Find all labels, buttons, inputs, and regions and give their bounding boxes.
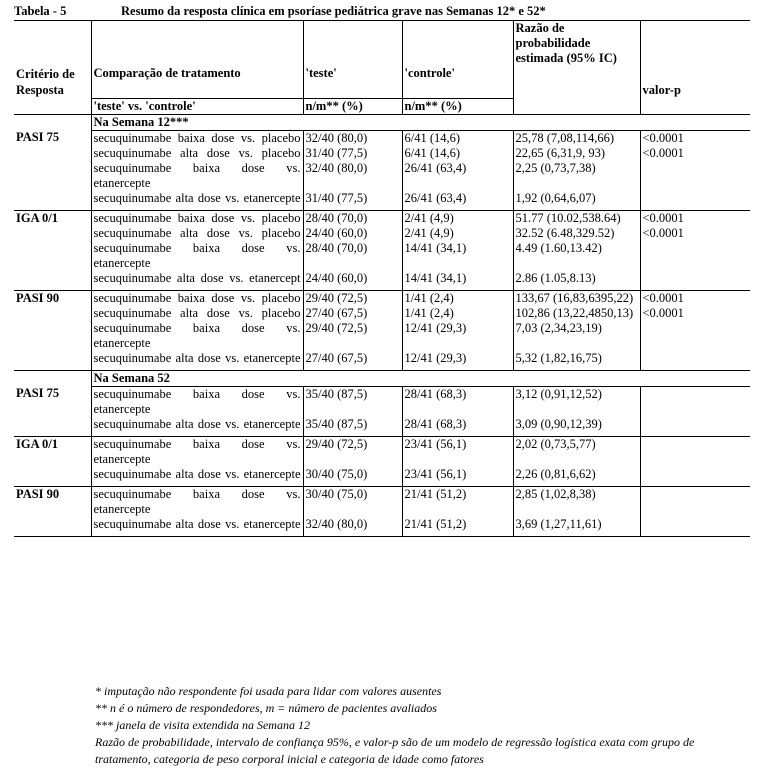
comparison-cell: secuquinumabe alta dose vs. placebo <box>91 306 303 321</box>
controle-cell: 26/41 (63,4) <box>402 161 513 191</box>
criterion-cell <box>14 191 91 211</box>
table-label: Tabela - 5 <box>14 4 67 18</box>
odds-ratio-cell: 25,78 (7,08,114,66) <box>513 130 640 146</box>
controle-cell: 14/41 (34,1) <box>402 271 513 291</box>
controle-cell: 14/41 (34,1) <box>402 241 513 271</box>
table-row <box>14 271 750 291</box>
table-row <box>14 351 750 371</box>
header-row-3 <box>14 98 750 114</box>
controle-cell: 6/41 (14,6) <box>402 146 513 161</box>
p-value-cell <box>640 191 750 211</box>
table-row <box>14 517 750 537</box>
table-row <box>14 210 750 226</box>
p-value-cell <box>640 417 750 437</box>
header-row-1 <box>14 21 750 66</box>
header-row-2 <box>14 66 750 98</box>
header-controle: 'controle' <box>402 66 513 98</box>
teste-cell: 32/40 (80,0) <box>303 517 402 537</box>
comparison-cell: secuquinumabe baixa dose vs. placebo <box>91 290 303 306</box>
table-row <box>14 191 750 211</box>
controle-cell: 1/41 (2,4) <box>402 306 513 321</box>
controle-cell: 1/41 (2,4) <box>402 290 513 306</box>
teste-cell: 35/40 (87,5) <box>303 386 402 417</box>
teste-cell: 32/40 (80,0) <box>303 130 402 146</box>
header-criterio: Critério de Resposta <box>16 67 75 97</box>
criterion-cell: PASI 90 <box>16 486 60 501</box>
teste-cell: 30/40 (75,0) <box>303 486 402 517</box>
controle-cell: 2/41 (4,9) <box>402 210 513 226</box>
comparison-cell: secuquinumabe baixa dose vs. etanercepte <box>91 436 303 467</box>
odds-ratio-cell: 5,32 (1,82,16,75) <box>513 351 640 371</box>
controle-cell: 21/41 (51,2) <box>402 517 513 537</box>
section-filler <box>513 370 640 386</box>
header-comparacao: Comparação de tratamento <box>91 66 303 98</box>
comparison-cell: secuquinumabe alta dose vs. etanercepte <box>91 517 303 537</box>
odds-ratio-cell: 32.52 (6.48,329.52) <box>513 226 640 241</box>
odds-ratio-cell: 51.77 (10.02,538.64) <box>513 210 640 226</box>
results-table <box>14 21 750 537</box>
footnote-line: ** n é o número de respondedores, m = número de pacientes avaliados <box>95 701 437 715</box>
comparison-cell: secuquinumabe baixa dose vs. etanercepte <box>91 241 303 271</box>
comparison-cell: secuquinumabe alta dose vs. etanercepte <box>91 417 303 437</box>
teste-cell: 24/40 (60,0) <box>303 226 402 241</box>
table-row <box>14 486 750 517</box>
comparison-cell: secuquinumabe baixa dose vs. etanercepte <box>91 486 303 517</box>
controle-cell: 23/41 (56,1) <box>402 467 513 487</box>
controle-cell: 6/41 (14,6) <box>402 130 513 146</box>
section-filler <box>513 114 640 130</box>
header-razao: Razão de probabilidade estimada (95% IC) <box>513 21 640 66</box>
table-row <box>14 290 750 306</box>
odds-ratio-cell: 102,86 (13,22,4850,13) <box>513 306 640 321</box>
comparison-cell: secuquinumabe alta dose vs. etanercepte <box>91 467 303 487</box>
comparison-cell: secuquinumabe alta dose vs. placebo <box>91 226 303 241</box>
criterion-cell <box>14 321 91 351</box>
comparison-cell: secuquinumabe alta dose vs. placebo <box>91 146 303 161</box>
odds-ratio-cell: 2,26 (0,81,6,62) <box>513 467 640 487</box>
odds-ratio-cell: 3,09 (0,90,12,39) <box>513 417 640 437</box>
table-row <box>14 161 750 191</box>
criterion-cell: PASI 75 <box>16 386 60 400</box>
p-value-cell <box>640 486 750 517</box>
p-value-cell <box>640 467 750 487</box>
p-value-cell: <0.0001 <box>640 146 750 161</box>
table-row <box>14 386 750 417</box>
teste-cell: 32/40 (80,0) <box>303 161 402 191</box>
p-value-cell <box>640 436 750 467</box>
p-value-cell <box>640 351 750 371</box>
teste-cell: 24/40 (60,0) <box>303 271 402 291</box>
odds-ratio-cell: 2,02 (0,73,5,77) <box>513 436 640 467</box>
header-valor-p-spacer <box>640 98 750 114</box>
comparison-cell: secuquinumabe baixa dose vs. etanercepte <box>91 386 303 417</box>
criterion-cell <box>14 417 91 437</box>
comparison-cell: secuquinumabe baixa dose vs. etanercepte <box>91 321 303 351</box>
odds-ratio-cell: 3,69 (1,27,11,61) <box>513 517 640 537</box>
comparison-cell: secuquinumabe baixa dose vs. placebo <box>91 210 303 226</box>
criterion-cell: PASI 90 <box>16 290 60 305</box>
odds-ratio-cell: 4.49 (1.60,13.42) <box>513 241 640 271</box>
controle-cell: 12/41 (29,3) <box>402 321 513 351</box>
header-teste-nm: n/m** (%) <box>303 98 402 114</box>
section-spacer <box>14 370 91 386</box>
section-filler <box>640 370 750 386</box>
criterion-cell <box>14 306 91 321</box>
footnote-line: Razão de probabilidade, intervalo de confiança 95%, e valor-p são de um modelo de regressão logística exata com grupo de tratamento, categoria de peso corporal inicial e categoria de idade como fatores <box>95 735 695 766</box>
section-filler <box>303 114 402 130</box>
criterion-cell <box>14 467 91 487</box>
odds-ratio-cell: 1,92 (0,64,6,07) <box>513 191 640 211</box>
odds-ratio-cell: 3,12 (0,91,12,52) <box>513 386 640 417</box>
section-row <box>14 114 750 130</box>
table-title: Resumo da resposta clínica em psoríase pediátrica grave nas Semanas 12* e 52* <box>121 4 546 18</box>
footnote-line: *** janela de visita extendida na Semana 12 <box>95 718 310 732</box>
criterion-cell: IGA 0/1 <box>16 436 59 451</box>
controle-cell: 26/41 (63,4) <box>402 191 513 211</box>
teste-cell: 27/40 (67,5) <box>303 351 402 371</box>
teste-cell: 30/40 (75,0) <box>303 467 402 487</box>
controle-cell: 28/41 (68,3) <box>402 386 513 417</box>
table-row <box>14 241 750 271</box>
p-value-cell: <0.0001 <box>640 290 750 306</box>
p-value-cell <box>640 271 750 291</box>
criterion-cell: PASI 75 <box>16 130 60 144</box>
odds-ratio-cell: 2.86 (1.05,8.13) <box>513 271 640 291</box>
comparison-cell: secuquinumabe alta dose vs. etanercept <box>91 271 303 291</box>
teste-cell: 35/40 (87,5) <box>303 417 402 437</box>
header-controle-nm: n/m** (%) <box>402 98 513 114</box>
teste-cell: 27/40 (67,5) <box>303 306 402 321</box>
controle-cell: 23/41 (56,1) <box>402 436 513 467</box>
odds-ratio-cell: 2,25 (0,73,7,38) <box>513 161 640 191</box>
criterion-cell <box>14 271 91 291</box>
header-comparacao-sub: 'teste' vs. 'controle' <box>91 98 303 114</box>
criterion-cell: IGA 0/1 <box>16 210 59 225</box>
odds-ratio-cell: 133,67 (16,83,6395,22) <box>513 290 640 306</box>
odds-ratio-cell: 2,85 (1,02,8,38) <box>513 486 640 517</box>
p-value-cell <box>640 161 750 191</box>
teste-cell: 31/40 (77,5) <box>303 191 402 211</box>
criterion-cell <box>14 517 91 537</box>
section-filler <box>402 370 513 386</box>
table-row <box>14 146 750 161</box>
criterion-cell <box>14 161 91 191</box>
criterion-cell <box>14 146 91 161</box>
p-value-cell: <0.0001 <box>640 226 750 241</box>
footnote-line: * imputação não respondente foi usada para lidar com valores ausentes <box>95 684 442 698</box>
section-label: Na Semana 12*** <box>91 114 303 130</box>
criterion-cell <box>14 351 91 371</box>
header-criterio-spacer <box>14 98 91 114</box>
section-filler <box>303 370 402 386</box>
teste-cell: 28/40 (70,0) <box>303 241 402 271</box>
p-value-cell: <0.0001 <box>640 210 750 226</box>
odds-ratio-cell: 7,03 (2,34,23,19) <box>513 321 640 351</box>
controle-cell: 12/41 (29,3) <box>402 351 513 371</box>
teste-cell: 31/40 (77,5) <box>303 146 402 161</box>
section-filler <box>402 114 513 130</box>
teste-cell: 29/40 (72,5) <box>303 290 402 306</box>
controle-cell: 21/41 (51,2) <box>402 486 513 517</box>
section-spacer <box>14 114 91 130</box>
teste-cell: 29/40 (72,5) <box>303 436 402 467</box>
table-row <box>14 130 750 146</box>
p-value-cell <box>640 386 750 417</box>
table-row <box>14 321 750 351</box>
footnotes <box>95 683 745 768</box>
p-value-cell <box>640 321 750 351</box>
table-row <box>14 226 750 241</box>
p-value-cell <box>640 241 750 271</box>
header-valor-p: valor-p <box>640 66 750 98</box>
controle-cell: 2/41 (4,9) <box>402 226 513 241</box>
p-value-cell: <0.0001 <box>640 130 750 146</box>
header-razao-spacer <box>513 98 640 114</box>
teste-cell: 29/40 (72,5) <box>303 321 402 351</box>
criterion-cell <box>14 241 91 271</box>
p-value-cell <box>640 517 750 537</box>
comparison-cell: secuquinumabe alta dose vs. etanercepte <box>91 191 303 211</box>
p-value-cell: <0.0001 <box>640 306 750 321</box>
section-filler <box>640 114 750 130</box>
criterion-cell <box>14 226 91 241</box>
table-row <box>14 436 750 467</box>
controle-cell: 28/41 (68,3) <box>402 417 513 437</box>
comparison-cell: secuquinumabe baixa dose vs. etanercepte <box>91 161 303 191</box>
teste-cell: 28/40 (70,0) <box>303 210 402 226</box>
comparison-cell: secuquinumabe baixa dose vs. placebo <box>91 130 303 146</box>
header-teste: 'teste' <box>303 66 402 98</box>
section-row <box>14 370 750 386</box>
section-label: Na Semana 52 <box>91 370 303 386</box>
odds-ratio-cell: 22,65 (6,31,9, 93) <box>513 146 640 161</box>
table-row <box>14 467 750 487</box>
table-row <box>14 306 750 321</box>
comparison-cell: secuquinumabe alta dose vs. etanercepte <box>91 351 303 371</box>
table-row <box>14 417 750 437</box>
